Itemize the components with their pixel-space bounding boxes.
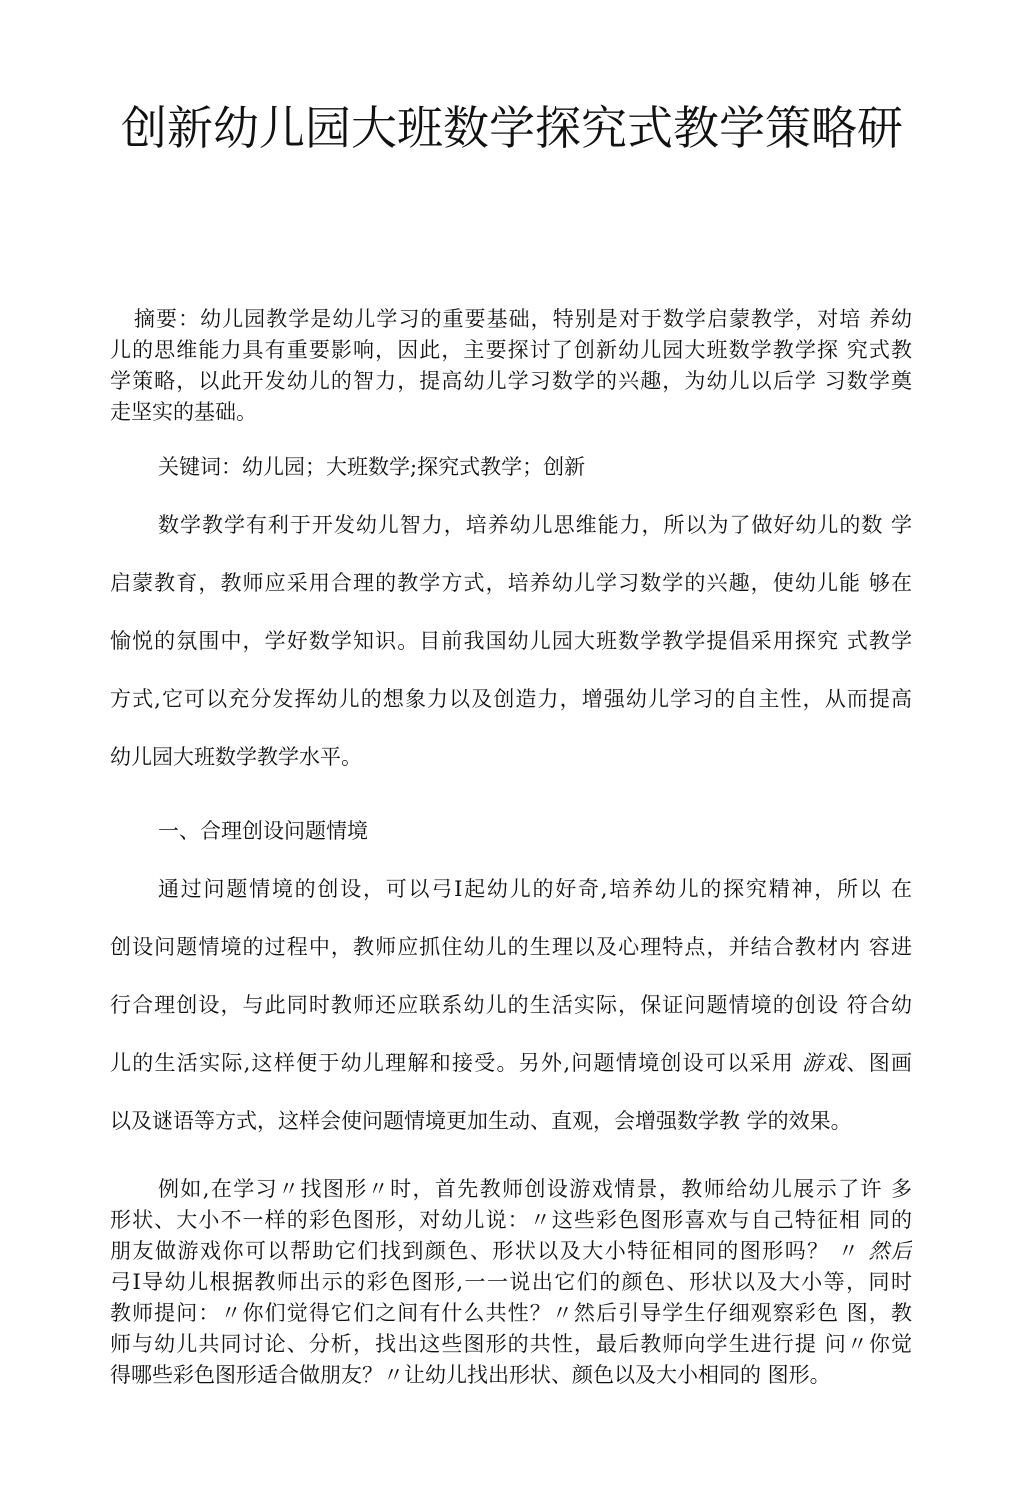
- example-line: [110, 1236, 912, 1267]
- intro-line: 方式,它可以充分发挥幼儿的想象力以及创造力，增强幼儿学习的自主性，从而提高: [110, 687, 912, 711]
- example-line: 形状、大小不一样的彩色图形，对幼儿说：〃这些彩色图形喜欢与自己特征相 同的: [110, 1208, 912, 1232]
- intro-line: 幼儿园大班数学教学水平。: [110, 745, 362, 769]
- section-line-text: 、图画: [846, 1051, 912, 1075]
- example-line: 教师提问：〃你们觉得它们之间有什么共性？〃然后引导学生仔细观察彩色 图，教: [110, 1301, 912, 1325]
- section-line: [110, 1034, 912, 1092]
- abstract-line: 学策略，以此开发幼儿的智力，提高幼儿学习数学的兴趣，为幼儿以后学 习数学奠: [110, 369, 912, 393]
- section-line: 创设问题情境的过程中，教师应抓住幼儿的生理以及心理特点，并结合教材内 容进: [110, 935, 912, 959]
- section-heading: 一、合理创设问题情境: [158, 819, 368, 843]
- keywords-line: 关键词：幼儿园；大班数学;探究式教学；创新: [158, 455, 586, 479]
- abstract-line: 摘要：幼儿园教学是幼儿学习的重要基础，特别是对于数学启蒙教学，对培 养幼: [134, 307, 912, 331]
- emphasis-text: 游戏: [801, 1051, 847, 1075]
- section-paragraph: [110, 860, 912, 1150]
- intro-line: 愉悦的氛围中，学好数学知识。目前我国幼儿园大班数学教学提倡采用探究 式教学: [110, 629, 912, 653]
- intro-line: 数学教学有利于开发幼儿智力，培养幼儿思维能力，所以为了做好幼儿的数 学: [158, 513, 912, 537]
- document-title: 创新幼儿园大班数学探究式教学策略研: [121, 101, 903, 155]
- example-line-text: 朋友做游戏你可以帮助它们找到颜色、形状以及大小特征相同的图形吗？ 〃: [110, 1239, 869, 1263]
- section-line: 行合理创设，与此同时教师还应联系幼儿的生活实际，保证问题情境的创设 符合幼: [110, 993, 912, 1017]
- section-line: 通过问题情境的创设，可以弓I起幼儿的好奇,培养幼儿的探究精神，所以 在: [158, 877, 912, 901]
- example-paragraph: [110, 1174, 912, 1391]
- example-line: 师与幼儿共同讨论、分析，找出这些图形的共性，最后教师向学生进行提 问〃你觉: [110, 1332, 912, 1356]
- intro-line: 启蒙教育，教师应采用合理的教学方式，培养幼儿学习数学的兴趣，使幼儿能 够在: [110, 571, 912, 595]
- abstract-paragraph: [110, 304, 912, 428]
- section-line: 以及谜语等方式，这样会使问题情境更加生动、直观，会增强数学教 学的效果。: [110, 1109, 852, 1133]
- abstract-line: 儿的思维能力具有重要影响，因此，主要探讨了创新幼儿园大班数学教学探 究式教: [110, 338, 912, 362]
- intro-paragraph: [110, 496, 912, 786]
- example-line: 例如,在学习〃找图形〃时，首先教师创设游戏情景，教师给幼儿展示了许 多: [158, 1177, 912, 1201]
- abstract-line: 走坚实的基础。: [110, 400, 257, 424]
- section-line-text: 儿的生活实际,这样便于幼儿理解和接受。另外,问题情境创设可以采用: [110, 1051, 802, 1075]
- emphasis-text: 然后: [868, 1239, 912, 1263]
- example-line: 弓I导幼儿根据教师出示的彩色图形,一一说出它们的颜色、形状以及大小等，同时: [110, 1270, 912, 1294]
- example-line: 得哪些彩色图形适合做朋友？〃让幼儿找出形状、颜色以及大小相同的 图形。: [110, 1363, 831, 1387]
